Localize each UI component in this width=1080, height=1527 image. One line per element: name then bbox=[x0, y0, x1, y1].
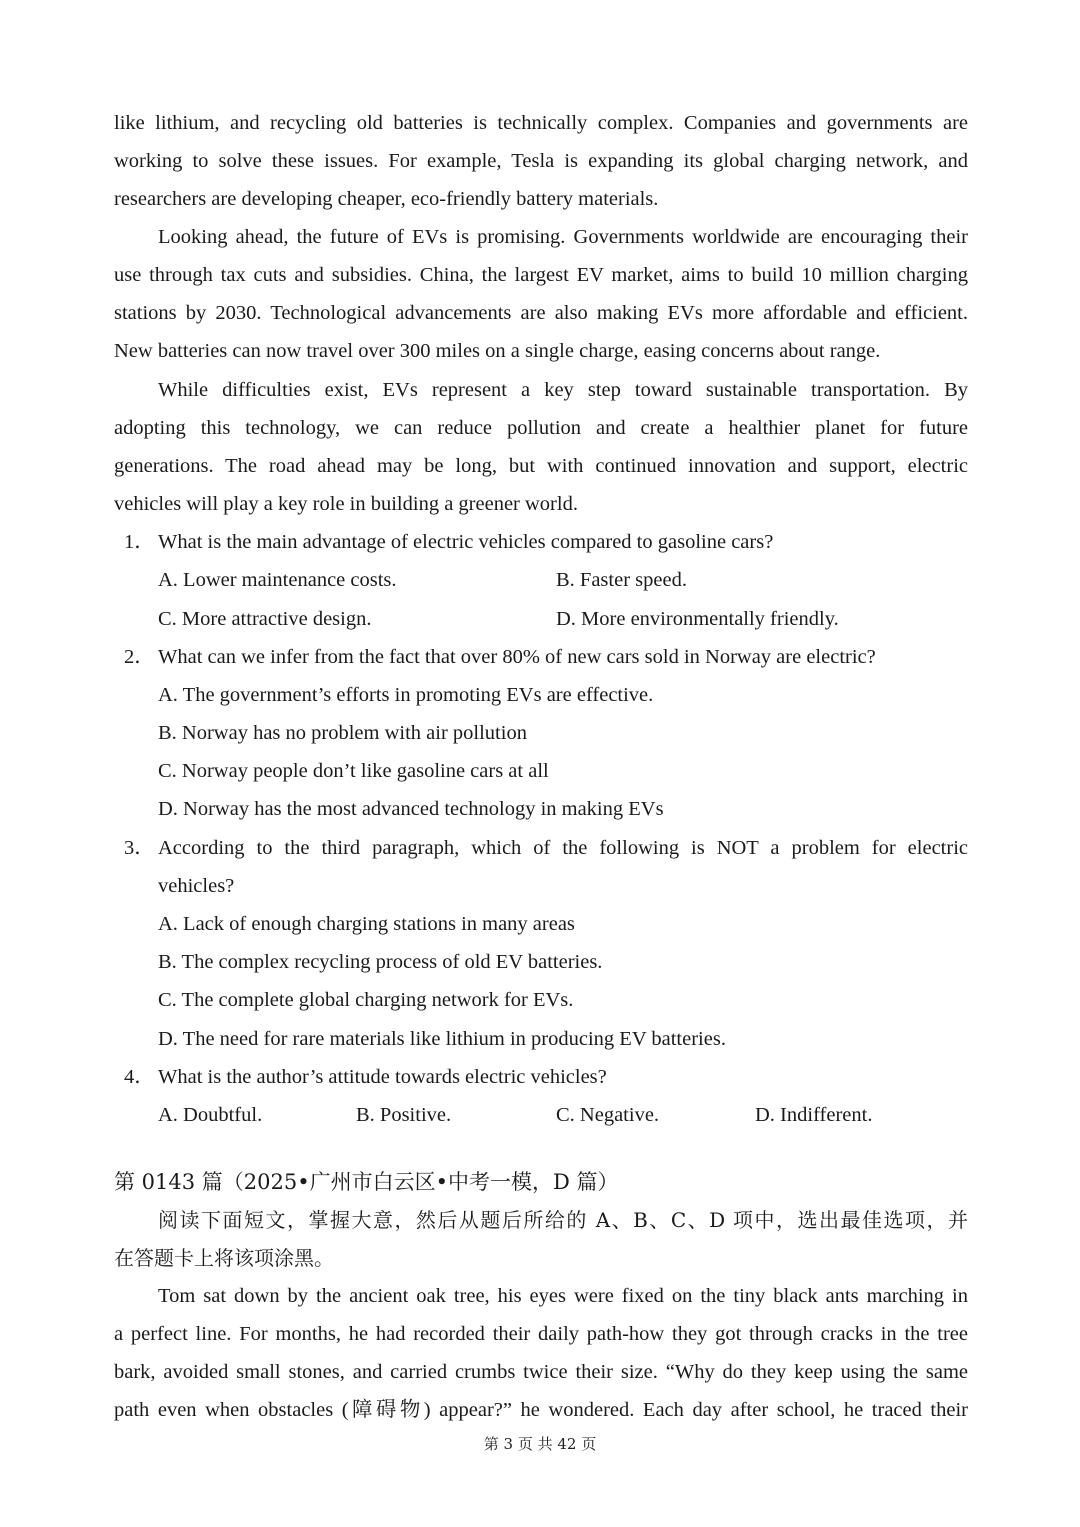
question-number: 1． bbox=[124, 531, 155, 553]
question-number: 3． bbox=[124, 837, 155, 859]
option-b: B. Norway has no problem with air pollution bbox=[158, 722, 527, 744]
passage-line: While difficulties exist, EVs represent a key step toward sustainable transportation. By bbox=[158, 379, 968, 401]
passage-line: Tom sat down by the ancient oak tree, his eyes were fixed on the tiny black ants marching in bbox=[158, 1285, 968, 1307]
option-c: C. Negative. bbox=[556, 1104, 660, 1126]
option-b: B. Positive. bbox=[356, 1104, 452, 1126]
passage-line: working to solve these issues. For example, Tesla is expanding its global charging network, and bbox=[114, 150, 968, 172]
question-text-continued: vehicles? bbox=[158, 875, 235, 897]
option-d: D. Norway has the most advanced technology in making EVs bbox=[158, 798, 664, 820]
passage-line: like lithium, and recycling old batteries is technically complex. Companies and governments are bbox=[114, 112, 968, 134]
passage-line: bark, avoided small stones, and carried crumbs twice their size. “Why do they keep using the same bbox=[114, 1361, 968, 1383]
question-text: What can we infer from the fact that over 80% of new cars sold in Norway are electric? bbox=[158, 646, 876, 668]
option-c: C. Norway people don’t like gasoline cars at all bbox=[158, 760, 549, 782]
question-text: What is the author’s attitude towards electric vehicles? bbox=[158, 1066, 607, 1088]
option-a: A. Lack of enough charging stations in many areas bbox=[158, 913, 575, 935]
question-text: What is the main advantage of electric vehicles compared to gasoline cars? bbox=[158, 531, 774, 553]
question-number: 2． bbox=[124, 646, 155, 668]
passage-line: adopting this technology, we can reduce pollution and create a healthier planet for future bbox=[114, 417, 968, 439]
passage-line: Looking ahead, the future of EVs is promising. Governments worldwide are encouraging their bbox=[158, 226, 968, 248]
question-number: 4． bbox=[124, 1066, 155, 1088]
option-b: B. Faster speed. bbox=[556, 569, 687, 591]
passage-line: path even when obstacles (障碍物) appear?” he wondered. Each day after school, he traced their bbox=[114, 1399, 968, 1421]
passage-line: use through tax cuts and subsidies. China, the largest EV market, aims to build 10 million charging bbox=[114, 264, 968, 286]
passage-line: a perfect line. For months, he had recorded their daily path-how they got through cracks in the tree bbox=[114, 1323, 968, 1345]
option-d: D. More environmentally friendly. bbox=[556, 608, 839, 630]
passage-line: stations by 2030. Technological advancements are also making EVs more affordable and efficient. bbox=[114, 302, 968, 324]
option-a: A. Doubtful. bbox=[158, 1104, 263, 1126]
page-number: 第 3 页 共 42 页 bbox=[483, 1435, 597, 1453]
option-c: C. More attractive design. bbox=[158, 608, 372, 630]
passage-line: vehicles will play a key role in building a greener world. bbox=[114, 493, 578, 515]
option-d: D. Indifferent. bbox=[755, 1104, 873, 1126]
option-a: A. The government’s efforts in promoting EVs are effective. bbox=[158, 684, 654, 706]
instruction-text-continued: 在答题卡上将该项涂黑。 bbox=[114, 1246, 334, 1270]
option-a: A. Lower maintenance costs. bbox=[158, 569, 397, 591]
option-b: B. The complex recycling process of old EV batteries. bbox=[158, 951, 603, 973]
option-c: C. The complete global charging network for EVs. bbox=[158, 989, 574, 1011]
passage-line: researchers are developing cheaper, eco-friendly battery materials. bbox=[114, 188, 659, 210]
instruction-text: 阅读下面短文，掌握大意，然后从题后所给的 A、B、C、D 项中，选出最佳选项，并 bbox=[158, 1208, 968, 1232]
option-d: D. The need for rare materials like lithium in producing EV batteries. bbox=[158, 1028, 726, 1050]
section-heading: 第 0143 篇（2025•广州市白云区•中考一模，D 篇） bbox=[114, 1170, 619, 1194]
passage-line: New batteries can now travel over 300 miles on a single charge, easing concerns about range. bbox=[114, 340, 881, 362]
question-text: According to the third paragraph, which of the following is NOT a problem for electric bbox=[158, 837, 968, 859]
passage-line: generations. The road ahead may be long, but with continued innovation and support, electric bbox=[114, 455, 968, 477]
